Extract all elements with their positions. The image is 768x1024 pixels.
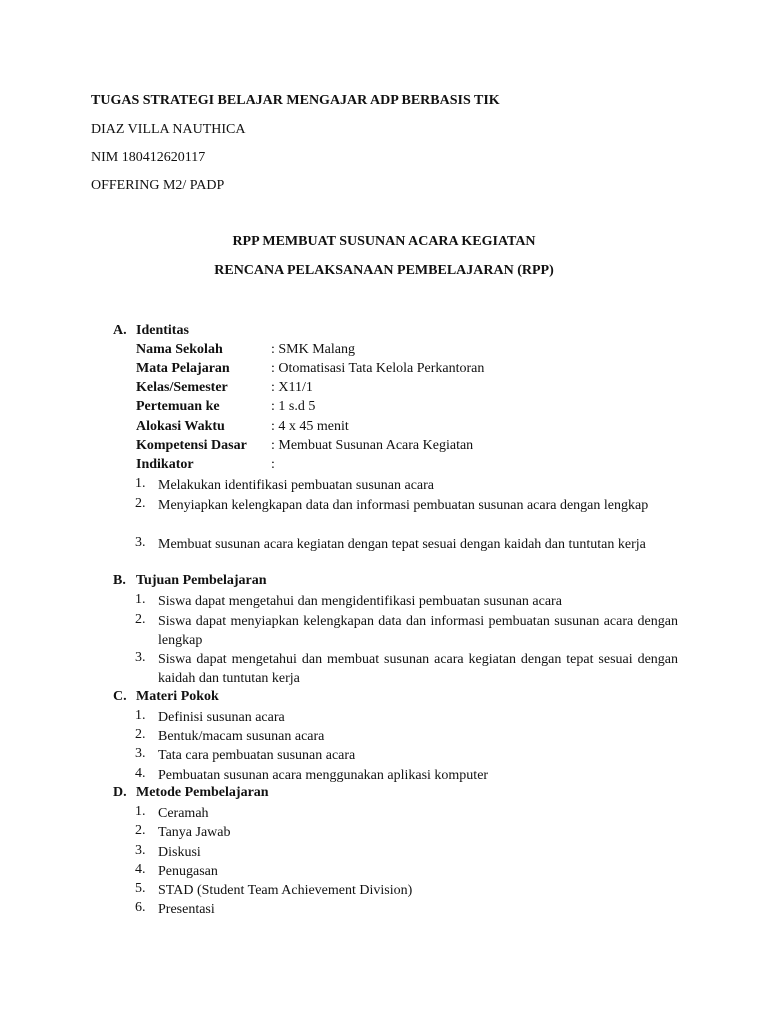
list-text: Pembuatan susunan acara menggunakan aplikasi komputer [158, 768, 489, 783]
section-a-heading [113, 323, 189, 339]
list-item [135, 476, 678, 495]
section-title: Materi Pokok [136, 689, 219, 704]
identity-value: : Membuat Susunan Acara Kegiatan [271, 438, 474, 453]
list-number: 3. [135, 650, 146, 665]
list-text: Siswa dapat mengetahui dan membuat susunan acara kegiatan dengan tepat sesuai dengan kaidah dan tuntutan kerja [158, 652, 678, 686]
list-text: Bentuk/macam susunan acara [158, 729, 325, 744]
list-text: STAD (Student Team Achievement Division) [158, 883, 413, 898]
section-letter: C. [113, 689, 127, 704]
list-number: 1. [135, 476, 146, 491]
task-title: TUGAS STRATEGI BELAJAR MENGAJAR ADP BERBASIS TIK [91, 93, 500, 108]
list-text: Menyiapkan kelengkapan data dan informasi pembuatan susunan acara dengan lengkap [158, 498, 649, 513]
list-text: Siswa dapat menyiapkan kelengkapan data dan informasi pembuatan susunan acara dengan lengkap [158, 614, 678, 648]
rpp-subtitle: RENCANA PELAKSANAAN PEMBELAJARAN (RPP) [214, 263, 554, 278]
list-number: 3. [135, 535, 146, 550]
list-item [135, 843, 678, 862]
list-number: 2. [135, 823, 146, 838]
list-text: Tata cara pembuatan susunan acara [158, 748, 356, 763]
identity-label: Indikator [136, 457, 194, 472]
list-text: Presentasi [158, 902, 215, 917]
student-name: DIAZ VILLA NAUTHICA [91, 122, 246, 137]
list-item [135, 496, 678, 515]
identity-label: Alokasi Waktu [136, 419, 225, 434]
list-number: 1. [135, 592, 146, 607]
list-number: 1. [135, 804, 146, 819]
list-number: 2. [135, 496, 146, 511]
list-number: 3. [135, 746, 146, 761]
list-item [135, 862, 678, 881]
list-item [135, 592, 678, 611]
student-nim: NIM 180412620117 [91, 150, 206, 165]
rpp-title: RPP MEMBUAT SUSUNAN ACARA KEGIATAN [232, 234, 536, 249]
identity-value: : 1 s.d 5 [271, 399, 316, 414]
list-number: 4. [135, 862, 146, 877]
list-number: 4. [135, 766, 146, 781]
identity-value: : SMK Malang [271, 342, 355, 357]
identity-value: : [271, 457, 275, 472]
identity-label: Nama Sekolah [136, 342, 223, 357]
identity-value: : Otomatisasi Tata Kelola Perkantoran [271, 361, 485, 376]
section-title: Identitas [136, 323, 189, 338]
list-item [135, 535, 678, 554]
list-number: 6. [135, 900, 146, 915]
list-item [135, 900, 678, 919]
list-number: 1. [135, 708, 146, 723]
identity-label: Kompetensi Dasar [136, 438, 247, 453]
list-text: Diskusi [158, 845, 201, 860]
list-item [135, 612, 678, 650]
list-text: Siswa dapat mengetahui dan mengidentifikasi pembuatan susunan acara [158, 594, 562, 609]
list-text: Definisi susunan acara [158, 710, 285, 725]
list-text: Membuat susunan acara kegiatan dengan tepat sesuai dengan kaidah dan tuntutan kerja [158, 537, 646, 552]
list-text: Melakukan identifikasi pembuatan susunan acara [158, 478, 435, 493]
section-title: Metode Pembelajaran [136, 785, 269, 800]
list-item [135, 881, 678, 900]
list-item [135, 746, 678, 765]
identity-label: Kelas/Semester [136, 380, 228, 395]
section-d-heading [113, 785, 269, 801]
list-item [135, 727, 678, 746]
list-item [135, 823, 678, 842]
section-letter: B. [113, 573, 126, 588]
list-number: 2. [135, 727, 146, 742]
identity-value: : X11/1 [271, 380, 313, 395]
list-item [135, 708, 678, 727]
section-b-heading [113, 573, 267, 589]
list-item [135, 650, 678, 688]
list-text: Tanya Jawab [158, 825, 231, 840]
list-number: 5. [135, 881, 146, 896]
list-number: 3. [135, 843, 146, 858]
section-title: Tujuan Pembelajaran [136, 573, 267, 588]
section-letter: D. [113, 785, 127, 800]
list-item [135, 766, 678, 785]
identity-value: : 4 x 45 menit [271, 419, 349, 434]
section-letter: A. [113, 323, 127, 338]
section-c-heading [113, 689, 219, 705]
list-text: Penugasan [158, 864, 218, 879]
list-text: Ceramah [158, 806, 209, 821]
identity-label: Mata Pelajaran [136, 361, 230, 376]
identity-label: Pertemuan ke [136, 399, 220, 414]
list-number: 2. [135, 612, 146, 627]
offering: OFFERING M2/ PADP [91, 178, 225, 193]
list-item [135, 804, 678, 823]
